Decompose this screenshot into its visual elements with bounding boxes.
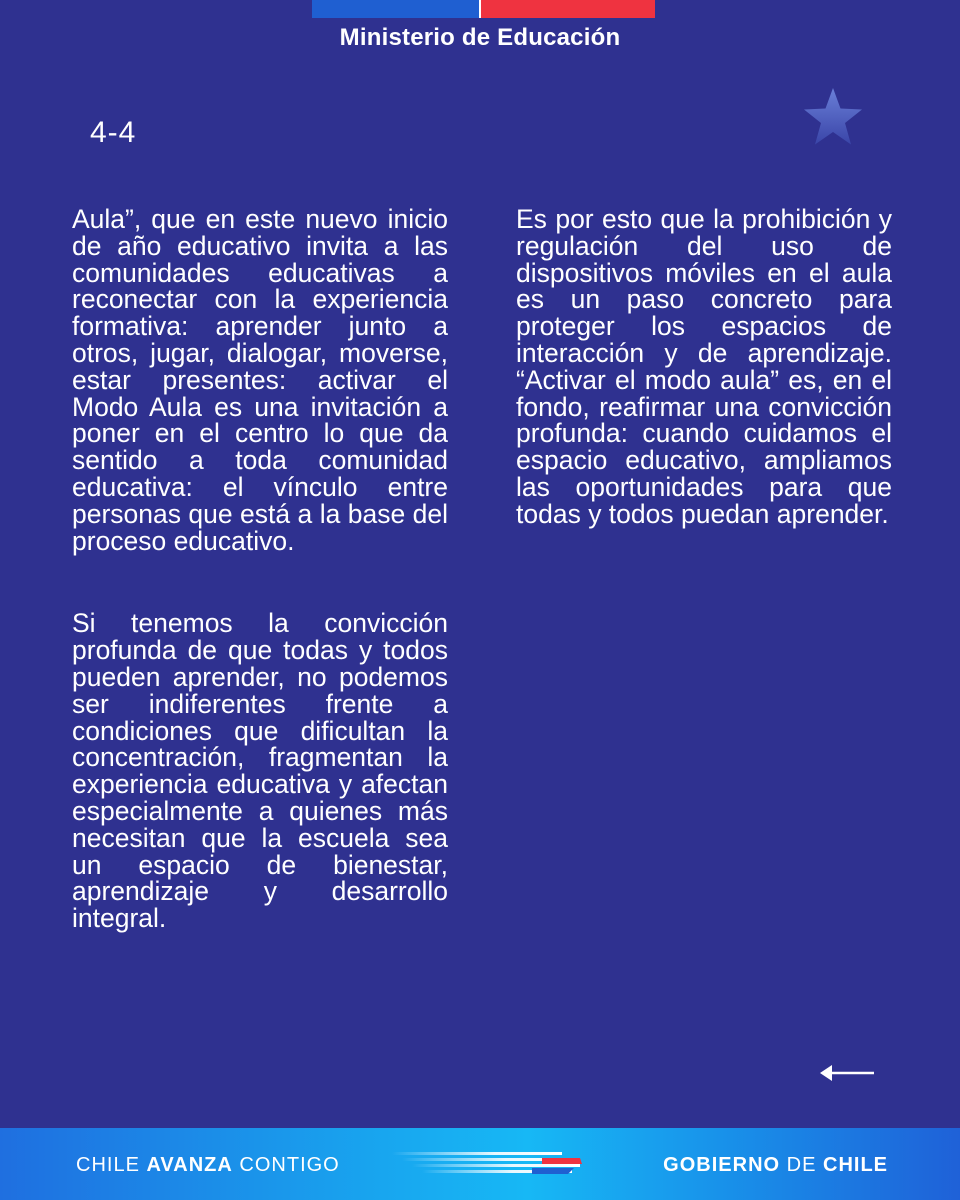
footer <box>0 1128 960 1200</box>
star-icon <box>802 86 864 148</box>
page-indicator: 4-4 <box>90 116 137 149</box>
footer-government <box>663 1154 888 1177</box>
right-paragraph-1: Es por esto que la prohibición y regulación del uso de dispositivos móviles en el aula es un paso concreto para proteger los espacios de interacción y de aprendizaje. “Activar el modo aula” es, en el fondo, reafirmar una convicción profunda: cuando cuidamos el espacio educativo, ampliamos las oportunidades para que todas y todos puedan aprender. <box>516 204 892 529</box>
left-paragraph-1: Aula”, que en este nuevo inicio de año educativo invita a las comunidades educativas a reconectar con la experiencia formativa: aprender junto a otros, jugar, dialogar, moverse, estar presentes: activar el Modo Aula es una invitación a poner en el centro lo que da sentido a toda comunidad educativa: el vínculo entre personas que está a la base del proceso educativo. <box>72 204 448 556</box>
footer-government-prefix: GOBIERNO <box>663 1154 781 1176</box>
footer-government-middle: DE <box>786 1154 817 1176</box>
flag-red-stripe <box>481 0 655 18</box>
flag-blue-stripe <box>312 0 479 18</box>
right-text-column <box>516 206 892 528</box>
ministry-title: Ministerio de Educación <box>339 24 621 51</box>
footer-government-suffix: CHILE <box>823 1154 888 1176</box>
footer-slogan-prefix: CHILE <box>76 1154 140 1176</box>
left-text-column <box>72 206 448 932</box>
flag-bar <box>312 0 655 18</box>
footer-slogan-bold: AVANZA <box>146 1154 233 1176</box>
arrow-left-icon[interactable] <box>818 1060 876 1086</box>
streamline-logo-icon <box>392 1148 584 1180</box>
left-paragraph-2: Si tenemos la convicción profunda de que todas y todos pueden aprender, no podemos ser indiferentes frente a condiciones que dificultan la concentración, fragmentan la experiencia educativa y afectan especialmente a quienes más necesitan que la escuela sea un espacio de bienestar, aprendizaje y desarrollo integral. <box>72 608 448 934</box>
footer-slogan <box>76 1154 340 1177</box>
footer-slogan-suffix: CONTIGO <box>239 1154 340 1176</box>
